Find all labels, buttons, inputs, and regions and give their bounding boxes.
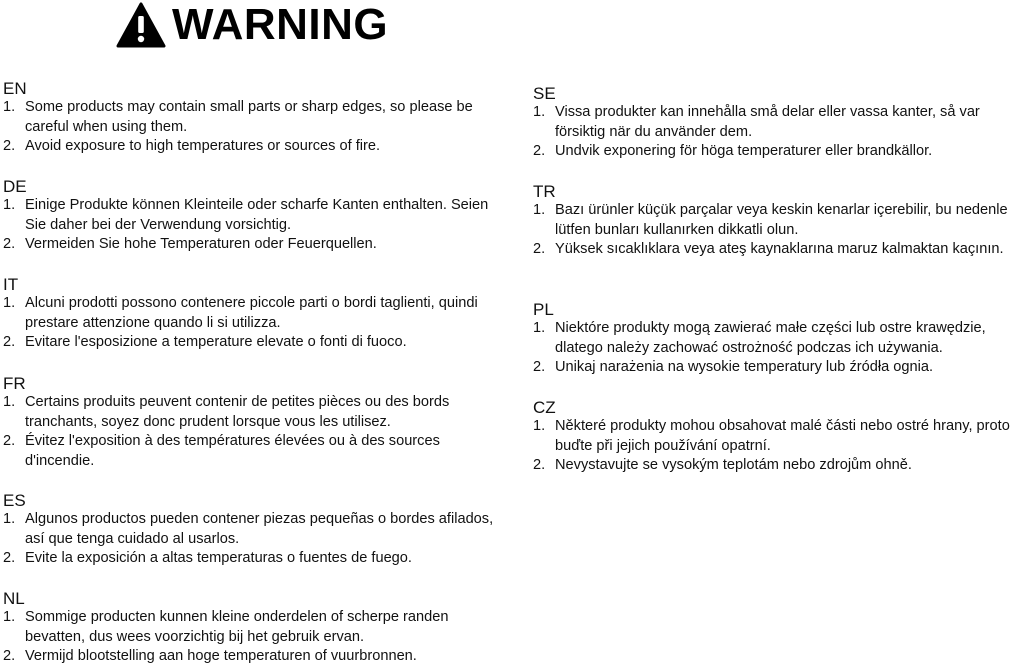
warning-item	[533, 319, 1023, 358]
item-text: Sommige producten kunnen kleine onderdelen of scherpe randen bevatten, dus wees voorzichtig bij het gebruik ervan.	[25, 609, 449, 645]
warning-item	[3, 510, 503, 549]
item-text: Nevystavujte se vysokým teplotám nebo zdrojům ohně.	[555, 457, 912, 473]
language-code-nl: NL	[3, 589, 25, 608]
warning-item	[3, 196, 503, 235]
item-text: Niektóre produkty mogą zawierać małe części lub ostre krawędzie, dlatego należy zachować ostrożność podczas ich używania.	[555, 320, 986, 356]
warning-triangle-icon	[116, 2, 166, 48]
section-se	[533, 84, 1023, 162]
item-number: 2.	[3, 138, 16, 154]
item-text: Evitare l'esposizione a temperature elevate o fonti di fuoco.	[25, 334, 407, 350]
warning-item	[3, 608, 503, 647]
language-code-de: DE	[3, 177, 27, 196]
language-code-es: ES	[3, 491, 26, 510]
section-nl	[3, 589, 503, 667]
warning-item	[533, 201, 1023, 240]
language-code-tr: TR	[533, 182, 556, 201]
item-number: 2.	[3, 648, 16, 664]
item-number: 2.	[533, 143, 546, 159]
warning-item	[3, 647, 503, 667]
section-en	[3, 79, 503, 157]
warning-item	[3, 137, 503, 157]
warning-item	[3, 98, 503, 137]
item-number: 1.	[3, 609, 16, 625]
item-number: 2.	[533, 457, 546, 473]
item-text: Bazı ürünler küçük parçalar veya keskin kenarlar içerebilir, bu nedenle lütfen bunları kullanırken dikkatli olun.	[555, 202, 1008, 238]
item-text: Evite la exposición a altas temperaturas o fuentes de fuego.	[25, 550, 412, 566]
language-code-se: SE	[533, 84, 556, 103]
item-text: Yüksek sıcaklıklara veya ateş kaynaklarına maruz kalmaktan kaçının.	[555, 241, 1004, 257]
item-number: 2.	[533, 241, 546, 257]
item-number: 1.	[533, 104, 546, 120]
warning-item	[3, 393, 503, 432]
item-number: 1.	[3, 99, 16, 115]
item-number: 1.	[3, 511, 16, 527]
warning-item	[533, 358, 1023, 378]
item-number: 2.	[3, 236, 16, 252]
warning-item	[533, 456, 1023, 476]
warning-item	[533, 103, 1023, 142]
warning-item	[3, 333, 503, 353]
section-it	[3, 275, 503, 353]
item-number: 2.	[3, 550, 16, 566]
language-code-fr: FR	[3, 374, 26, 393]
item-text: Vermijd blootstelling aan hoge temperaturen of vuurbronnen.	[25, 648, 417, 664]
warning-item	[3, 235, 503, 255]
item-text: Vissa produkter kan innehålla små delar eller vassa kanter, så var försiktig när du använder dem.	[555, 104, 980, 140]
item-text: Évitez l'exposition à des températures élevées ou à des sources d'incendie.	[25, 433, 440, 469]
item-number: 2.	[3, 433, 16, 449]
item-text: Einige Produkte können Kleinteile oder scharfe Kanten enthalten. Seien Sie daher bei der Verwendung vorsichtig.	[25, 197, 489, 233]
item-text: Některé produkty mohou obsahovat malé části nebo ostré hrany, proto buďte při jejich používání opatrní.	[555, 418, 1010, 454]
section-tr	[533, 182, 1023, 260]
warning-item	[3, 294, 503, 333]
section-pl	[533, 300, 1023, 378]
warning-item	[533, 142, 1023, 162]
warning-item	[3, 549, 503, 569]
item-text: Certains produits peuvent contenir de petites pièces ou des bords tranchants, soyez donc prudent lorsque vous les utilisez.	[25, 394, 450, 430]
item-number: 1.	[3, 295, 16, 311]
warning-item	[533, 417, 1023, 456]
item-number: 1.	[3, 394, 16, 410]
language-code-en: EN	[3, 79, 27, 98]
warning-item	[533, 240, 1023, 260]
section-fr	[3, 374, 503, 471]
section-de	[3, 177, 503, 255]
language-code-cz: CZ	[533, 398, 556, 417]
language-code-pl: PL	[533, 300, 554, 319]
item-text: Alcuni prodotti possono contenere piccole parti o bordi taglienti, quindi prestare attenzione quando li si utilizza.	[25, 295, 478, 331]
item-text: Vermeiden Sie hohe Temperaturen oder Feuerquellen.	[25, 236, 377, 252]
warning-item	[3, 432, 503, 471]
item-text: Avoid exposure to high temperatures or sources of fire.	[25, 138, 381, 154]
warning-header	[116, 0, 388, 50]
item-text: Undvik exponering för höga temperaturer eller brandkällor.	[555, 143, 933, 159]
item-text: Some products may contain small parts or sharp edges, so please be careful when using them.	[25, 99, 473, 135]
warning-title: WARNING	[172, 0, 389, 49]
language-code-it: IT	[3, 275, 19, 294]
item-number: 2.	[533, 359, 546, 375]
item-number: 1.	[533, 202, 546, 218]
item-number: 2.	[3, 334, 16, 350]
item-text: Algunos productos pueden contener piezas pequeñas o bordes afilados, así que tenga cuidado al usarlos.	[25, 511, 494, 547]
section-es	[3, 491, 503, 569]
item-number: 1.	[3, 197, 16, 213]
section-cz	[533, 398, 1023, 476]
item-number: 1.	[533, 418, 546, 434]
item-number: 1.	[533, 320, 546, 336]
item-text: Unikaj narażenia na wysokie temperatury lub źródła ognia.	[555, 359, 934, 375]
